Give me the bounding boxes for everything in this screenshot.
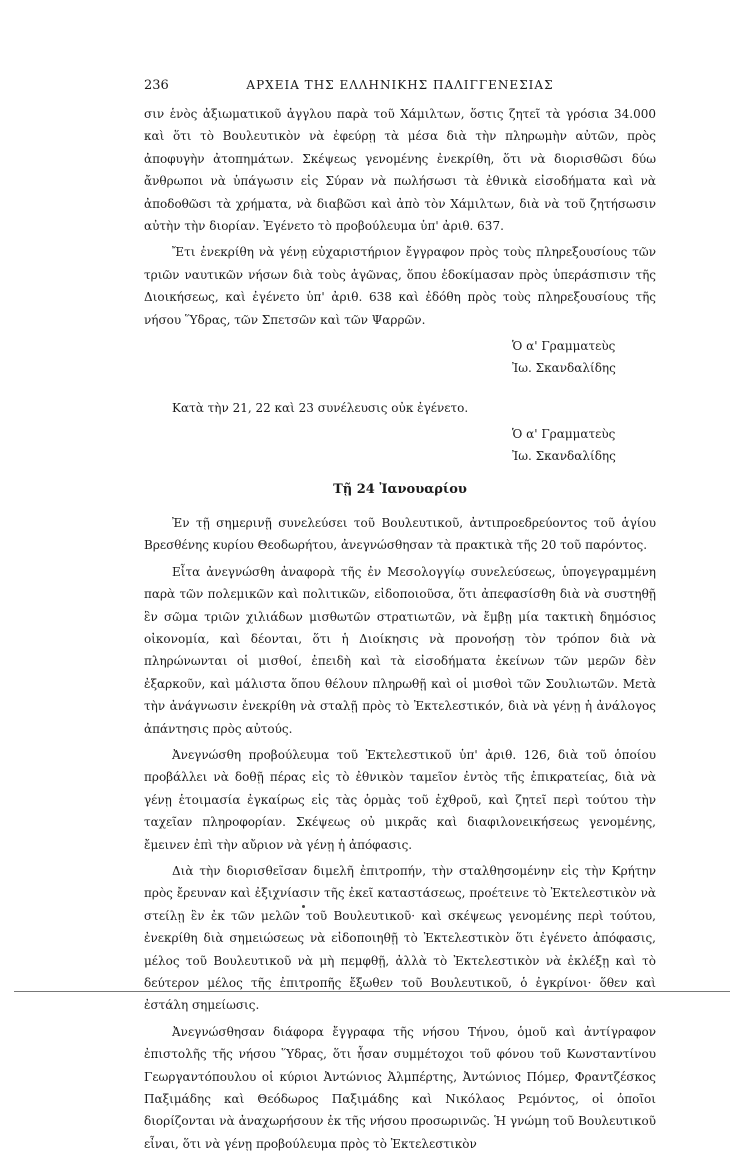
paragraph: Ἀνεγνώσθη προβούλευμα τοῦ Ἐκτελεστικοῦ ὑπ' ἀριθ. 126, διὰ τοῦ ὁποίου προβάλλει νὰ δοθῇ πέρας εἰς τὸ ἐθνικὸν ταμεῖον ἐντὸς τῆς ἐπικρατείας, διὰ νὰ γένῃ ἑτοιμασία ἐγκαίρως εἰς τὰς ὁρμὰς τοῦ ἐχθροῦ, καὶ ζητεῖ περὶ τούτου τὴν ταχεῖαν πληροφορίαν. Σκέψεως οὐ μικρᾶς καὶ διαφιλονεικήσεως γενομένης, ἔμεινεν ἐπὶ τὴν αὔριον νὰ γένῃ ἡ ἀπόφασις. bbox=[144, 747, 656, 852]
scan-edge-line bbox=[14, 991, 730, 992]
signature-block bbox=[512, 423, 656, 467]
running-title: ΑΡΧΕΙΑ ΤΗΣ ΕΛΛΗΝΙΚΗΣ ΠΑΛΙΓΓΕΝΕΣΙΑΣ bbox=[246, 78, 554, 92]
signature-name: Ἰω. Σκανδαλίδης bbox=[512, 449, 616, 464]
paragraph: Ἐν τῇ σημερινῇ συνελεύσει τοῦ Βουλευτικοῦ, ἀντιπροεδρεύοντος τοῦ ἁγίου Βρεσθένης κυρίου Θεοδωρήτου, ἀνεγνώσθησαν τὰ πρακτικὰ τῆς 20 τοῦ παρόντος. bbox=[144, 515, 656, 553]
signature-name: Ἰω. Σκανδαλίδης bbox=[512, 361, 616, 376]
spacer bbox=[144, 379, 656, 397]
signature-block bbox=[512, 335, 656, 379]
date-heading: Τῇ 24 Ἰανουαρίου bbox=[333, 482, 467, 498]
paragraph: Ἔτι ἐνεκρίθη νὰ γένῃ εὐχαριστήριον ἔγγραφον πρὸς τοὺς πληρεξουσίους τῶν τριῶν ναυτικῶν νήσων διὰ τοὺς ἀγῶνας, ὅπου ἐδοκίμασαν πρὸς ὑπεράσπισιν τῆς Διοικήσεως, καὶ ἐγένετο ὑπ' ἀριθ. 638 καὶ ἐδόθη πρὸς τοὺς πληρεξουσίους τῆς νήσου Ὕδρας, τῶν Σπετσῶν καὶ τῶν Ψαρρῶν. bbox=[144, 245, 656, 327]
paragraph: Διὰ τὴν διορισθεῖσαν διμελῆ ἐπιτροπήν, τὴν σταλθησομένην εἰς τὴν Κρήτην πρὸς ἔρευναν καὶ ἐξιχνίασιν τῆς ἐκεῖ καταστάσεως, προέτεινε τὸ Ἐκτελεστικὸν νὰ στείλῃ ἓν ἐκ τῶν μελῶν τοῦ Βουλευτικοῦ· καὶ σκέψεως γενομένης περὶ τούτου, ἐνεκρίθη διὰ σημειώσεως νὰ εἰδοποιηθῇ τὸ Ἐκτελεστικὸν ὅτι ἐγένετο ἀπόφασις, μέλος τοῦ Βουλευτικοῦ νὰ μὴ πεμφθῇ, ἀλλὰ τὸ Ἐκτελεστικὸν νὰ ἐκλέξῃ καὶ τὸ δεύτερον μέλος τῆς ἐπιτροπῆς ἔξωθεν τοῦ Βουλευτικοῦ, ὁ ἐγκρίνοι· ὅθεν καὶ ἐστάλη σημείωσις. bbox=[144, 863, 656, 1013]
document-body bbox=[144, 103, 656, 1159]
paragraph: Εἶτα ἀνεγνώσθη ἀναφορὰ τῆς ἐν Μεσολογγίῳ συνελεύσεως, ὑπογεγραμμένη παρὰ τῶν πολεμικῶν καὶ πολιτικῶν, εἰδοποιοῦσα, ὅτι ἀπεφασίσθη διὰ νὰ συστηθῇ ἓν σῶμα τριῶν χιλιάδων μισθωτῶν στρατιωτῶν, νὰ ἔμβῃ μία τακτικὴ δημόσιος οἰκονομία, καὶ δέονται, ὅτι ἡ Διοίκησις νὰ προνοήσῃ τὸν τρόπον διὰ νὰ πληρώνωνται οἱ μισθοί, ἐπειδὴ καὶ τὰ εἰσοδήματα ἐκείνων τῶν μερῶν δὲν ἐξαρκοῦν, καὶ μάλιστα ὅπου θέλουν πληρωθῇ καὶ οἱ μισθοὶ τῶν Σουλιωτῶν. Μετὰ τὴν ἀνάγνωσιν ἐνεκρίθη νὰ σταλῇ πρὸς τὸ Ἐκτελεστικόν, διὰ νὰ γένῃ ἡ ἀνάλογος ἀπάντησις πρὸς αὐτούς. bbox=[144, 564, 656, 736]
signature-role: Ὁ α' Γραμματεὺς bbox=[512, 339, 616, 354]
page-number: 236 bbox=[144, 78, 169, 93]
paragraph: Ἀνεγνώσθησαν διάφορα ἔγγραφα τῆς νήσου Τήνου, ὁμοῦ καὶ ἀντίγραφον ἐπιστολῆς τῆς νήσου Ὕδρας, ὅτι ἦσαν συμμέτοχοι τοῦ φόνου τοῦ Κωνσταντίνου Γεωργαντόπουλου οἱ κύριοι Ἀντώνιος Ἀλμπέρτης, Ἀντώνιος Πόμερ, Φραντζέσκος Παξιμάδης καὶ Θεόδωρος Παξιμάδης καὶ Νικόλαος Ρεμόντος, οἱ ὁποῖοι διορίζονται νὰ ἀναχωρήσουν ἐκ τῆς νήσου προσωρινῶς. Ἡ γνώμη τοῦ Βουλευτικοῦ εἶναι, ὅτι νὰ γένῃ προβούλευμα πρὸς τὸ Ἐκτελεστικὸν bbox=[144, 1024, 656, 1151]
scan-mark bbox=[302, 905, 305, 908]
paragraph: σιν ἑνὸς ἀξιωματικοῦ ἀγγλου παρὰ τοῦ Χάμιλτων, ὅστις ζητεῖ τὰ γρόσια 34.000 καὶ ὅτι τὸ Βουλευτικὸν νὰ ἐφεύρῃ τὰ μέσα διὰ τὴν πληρωμὴν αὐτῶν, πρὸς ἀποφυγὴν ἀτοπημάτων. Σκέψεως γενομένης ἐνεκρίθη, ὅτι νὰ διορισθῶσι δύω ἄνθρωποι νὰ ὑπάγωσιν εἰς Σύραν νὰ πωλήσωσι τὰ ἐθνικὰ εἰσοδήματα καὶ νὰ ἀποδοθῶσι τὰ χρήματα, νὰ διαβῶσι καὶ ἀπὸ τὸν Χάμιλτων, διὰ νὰ τοῦ ζητήσωσιν αὐτὴν τὴν διορίαν. Ἐγένετο τὸ προβούλευμα ὑπ' ἀριθ. 637. bbox=[144, 107, 656, 234]
page-header bbox=[144, 78, 656, 96]
sessions-note: Κατὰ τὴν 21, 22 καὶ 23 συνέλευσις οὐκ ἐγένετο. bbox=[172, 401, 469, 416]
signature-role: Ὁ α' Γραμματεὺς bbox=[512, 427, 616, 442]
